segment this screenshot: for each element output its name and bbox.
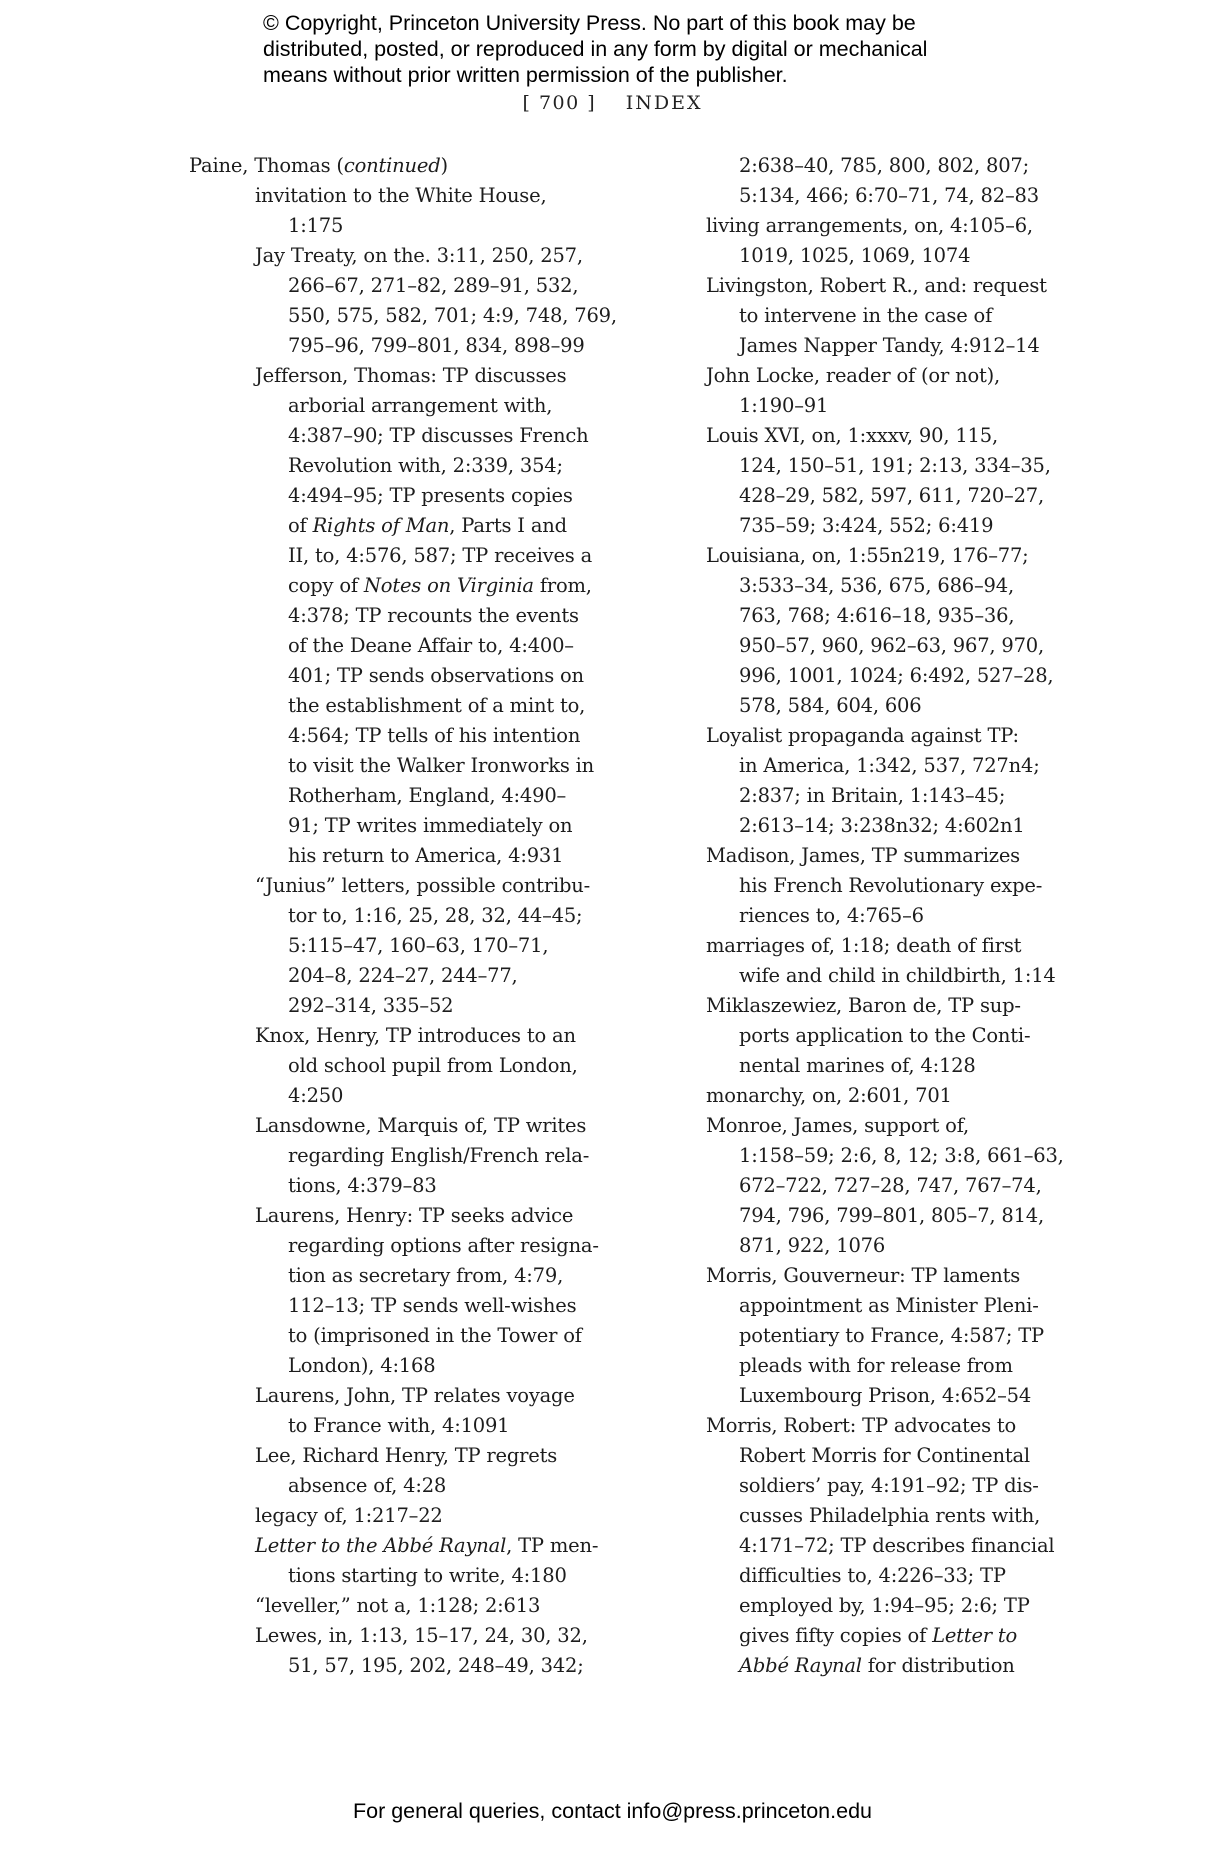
index-heading-line: John Locke, reader of (or not), xyxy=(706,364,1001,387)
index-continuation-line: London), 4:168 xyxy=(288,1354,436,1377)
index-continuation-line: 4:171–72; TP describes financial xyxy=(739,1534,1055,1557)
index-continuation-line: 578, 584, 604, 606 xyxy=(739,694,922,717)
index-continuation-line: 4:250 xyxy=(288,1084,344,1107)
index-continuation-line: tion as secretary from, 4:79, xyxy=(288,1264,564,1287)
index-subentry-line: Lansdowne, Marquis of, TP writes xyxy=(255,1114,587,1137)
index-subentry-line: Jay Treaty, on the. 3:11, 250, 257, xyxy=(255,244,583,267)
index-continuation-line: 672–722, 727–28, 747, 767–74, xyxy=(739,1174,1042,1197)
index-continuation-line: 795–96, 799–801, 834, 898–99 xyxy=(288,334,585,357)
index-continuation-line: 550, 575, 582, 701; 4:9, 748, 769, xyxy=(288,304,617,327)
index-continuation-line: 1019, 1025, 1069, 1074 xyxy=(739,244,971,267)
index-heading-line: marriages of, 1:18; death of first xyxy=(706,934,1022,957)
index-heading-line: Madison, James, TP summarizes xyxy=(706,844,1020,867)
index-continuation-line: 3:533–34, 536, 675, 686–94, xyxy=(739,574,1014,597)
index-continuation-line: regarding English/French rela- xyxy=(288,1144,590,1167)
index-continuation-line: Robert Morris for Continental xyxy=(739,1444,1030,1467)
index-heading-line: Louis XVI, on, 1:xxxv, 90, 115, xyxy=(706,424,998,447)
index-continuation-line: to France with, 4:1091 xyxy=(288,1414,510,1437)
index-continuation-line: 91; TP writes immediately on xyxy=(288,814,573,837)
index-continuation-line: Luxembourg Prison, 4:652–54 xyxy=(739,1384,1032,1407)
index-continuation-line: to intervene in the case of xyxy=(739,304,993,327)
index-continuation-line: pleads with for release from xyxy=(739,1354,1013,1377)
index-continuation-line: 950–57, 960, 962–63, 967, 970, xyxy=(739,634,1045,657)
index-continuation-line: gives fifty copies of Letter to xyxy=(739,1624,1018,1647)
index-continuation-line: wife and child in childbirth, 1:14 xyxy=(739,964,1056,987)
index-continuation-line: his French Revolutionary expe- xyxy=(739,874,1043,897)
index-continuation-line: 2:638–40, 785, 800, 802, 807; xyxy=(739,154,1029,177)
index-continuation-line: 871, 922, 1076 xyxy=(739,1234,886,1257)
index-continuation-line: absence of, 4:28 xyxy=(288,1474,447,1497)
index-continuation-line: employed by, 1:94–95; 2:6; TP xyxy=(739,1594,1030,1617)
index-continuation-line: of the Deane Affair to, 4:400– xyxy=(288,634,574,657)
index-continuation-line: to (imprisoned in the Tower of xyxy=(288,1324,582,1347)
index-continuation-line: 4:564; TP tells of his intention xyxy=(288,724,581,747)
index-subentry-line: “leveller,” not a, 1:128; 2:613 xyxy=(255,1594,541,1617)
index-continuation-line: 428–29, 582, 597, 611, 720–27, xyxy=(739,484,1045,507)
index-continuation-line: 266–67, 271–82, 289–91, 532, xyxy=(288,274,579,297)
copyright-line: distributed, posted, or reproduced in any form by digital or mechanical xyxy=(263,37,928,61)
index-continuation-line: in America, 1:342, 537, 727n4; xyxy=(739,754,1040,777)
index-continuation-line: regarding options after resigna- xyxy=(288,1234,599,1257)
index-heading-line: living arrangements, on, 4:105–6, xyxy=(706,214,1033,237)
index-continuation-line: soldiers’ pay, 4:191–92; TP dis- xyxy=(739,1474,1039,1497)
index-heading-line: Miklaszewiez, Baron de, TP sup- xyxy=(706,994,1021,1017)
index-heading-line: Loyalist propaganda against TP: xyxy=(706,724,1019,747)
index-continuation-line: 4:387–90; TP discusses French xyxy=(288,424,589,447)
index-continuation-line: 1:175 xyxy=(288,214,344,237)
index-subentry-line: Letter to the Abbé Raynal, TP men- xyxy=(255,1534,599,1557)
index-subentry-line: “Junius” letters, possible contribu- xyxy=(255,874,591,897)
index-heading-line: monarchy, on, 2:601, 701 xyxy=(706,1084,952,1107)
index-continuation-line: 2:613–14; 3:238n32; 4:602n1 xyxy=(739,814,1025,837)
index-continuation-line: 1:190–91 xyxy=(739,394,829,417)
index-heading-line: Paine, Thomas (continued) xyxy=(189,154,448,177)
index-continuation-line: appointment as Minister Pleni- xyxy=(739,1294,1039,1317)
copyright-line: means without prior written permission of the publisher. xyxy=(263,63,788,87)
index-continuation-line: 401; TP sends observations on xyxy=(288,664,584,687)
index-continuation-line: of Rights of Man, Parts I and xyxy=(288,514,567,537)
index-subentry-line: Jefferson, Thomas: TP discusses xyxy=(255,364,567,387)
index-heading-line: Monroe, James, support of, xyxy=(706,1114,970,1137)
index-subentry-line: Laurens, John, TP relates voyage xyxy=(255,1384,575,1407)
index-continuation-line: nental marines of, 4:128 xyxy=(739,1054,976,1077)
index-heading-line: Livingston, Robert R., and: request xyxy=(706,274,1047,297)
index-subentry-line: Lee, Richard Henry, TP regrets xyxy=(255,1444,558,1467)
index-continuation-line: riences to, 4:765–6 xyxy=(739,904,924,927)
index-continuation-line: difficulties to, 4:226–33; TP xyxy=(739,1564,1006,1587)
index-continuation-line: 204–8, 224–27, 244–77, xyxy=(288,964,518,987)
index-continuation-line: 996, 1001, 1024; 6:492, 527–28, xyxy=(739,664,1054,687)
index-continuation-line: ports application to the Conti- xyxy=(739,1024,1031,1047)
index-continuation-line: old school pupil from London, xyxy=(288,1054,578,1077)
index-subentry-line: legacy of, 1:217–22 xyxy=(255,1504,443,1527)
index-continuation-line: 763, 768; 4:616–18, 935–36, xyxy=(739,604,1015,627)
index-continuation-line: 5:115–47, 160–63, 170–71, xyxy=(288,934,549,957)
index-continuation-line: 112–13; TP sends well-wishes xyxy=(288,1294,577,1317)
index-continuation-line: 5:134, 466; 6:70–71, 74, 82–83 xyxy=(739,184,1039,207)
index-subentry-line: invitation to the White House, xyxy=(255,184,547,207)
index-subentry-line: Laurens, Henry: TP seeks advice xyxy=(255,1204,574,1227)
index-subentry-line: Lewes, in, 1:13, 15–17, 24, 30, 32, xyxy=(255,1624,588,1647)
index-continuation-line: 794, 796, 799–801, 805–7, 814, xyxy=(739,1204,1045,1227)
index-continuation-line: 1:158–59; 2:6, 8, 12; 3:8, 661–63, xyxy=(739,1144,1064,1167)
index-continuation-line: tions, 4:379–83 xyxy=(288,1174,437,1197)
index-continuation-line: Revolution with, 2:339, 354; xyxy=(288,454,563,477)
running-head xyxy=(0,92,1225,114)
index-continuation-line: tor to, 1:16, 25, 28, 32, 44–45; xyxy=(288,904,583,927)
index-heading-line: Morris, Robert: TP advocates to xyxy=(706,1414,1017,1437)
page-number: [ 700 ] xyxy=(522,92,597,114)
index-continuation-line: copy of Notes on Virginia from, xyxy=(288,574,592,597)
index-continuation-line: 4:494–95; TP presents copies xyxy=(288,484,573,507)
index-continuation-line: Abbé Raynal for distribution xyxy=(739,1654,1015,1677)
index-heading-line: Louisiana, on, 1:55n219, 176–77; xyxy=(706,544,1029,567)
index-continuation-line: II, to, 4:576, 587; TP receives a xyxy=(288,544,593,567)
index-continuation-line: James Napper Tandy, 4:912–14 xyxy=(739,334,1040,357)
index-heading-line: Morris, Gouverneur: TP laments xyxy=(706,1264,1021,1287)
index-column-right xyxy=(706,151,1066,1681)
index-continuation-line: the establishment of a mint to, xyxy=(288,694,586,717)
index-subentry-line: Knox, Henry, TP introduces to an xyxy=(255,1024,576,1047)
index-continuation-line: cusses Philadelphia rents with, xyxy=(739,1504,1041,1527)
footer-contact: For general queries, contact info@press.princeton.edu xyxy=(352,1799,872,1823)
index-continuation-line: 51, 57, 195, 202, 248–49, 342; xyxy=(288,1654,584,1677)
index-column-left xyxy=(189,151,617,1681)
index-continuation-line: his return to America, 4:931 xyxy=(288,844,564,867)
index-continuation-line: 124, 150–51, 191; 2:13, 334–35, xyxy=(739,454,1051,477)
copyright-notice xyxy=(263,10,983,88)
index-continuation-line: 4:378; TP recounts the events xyxy=(288,604,579,627)
index-continuation-line: 2:837; in Britain, 1:143–45; xyxy=(739,784,1006,807)
index-continuation-line: Rotherham, England, 4:490– xyxy=(288,784,567,807)
index-continuation-line: to visit the Walker Ironworks in xyxy=(288,754,595,777)
index-continuation-line: 292–314, 335–52 xyxy=(288,994,454,1017)
section-title: INDEX xyxy=(625,92,703,114)
index-continuation-line: arborial arrangement with, xyxy=(288,394,553,417)
index-continuation-line: potentiary to France, 4:587; TP xyxy=(739,1324,1044,1347)
index-continuation-line: 735–59; 3:424, 552; 6:419 xyxy=(739,514,994,537)
index-continuation-line: tions starting to write, 4:180 xyxy=(288,1564,567,1587)
copyright-line: © Copyright, Princeton University Press. No part of this book may be xyxy=(263,11,916,35)
